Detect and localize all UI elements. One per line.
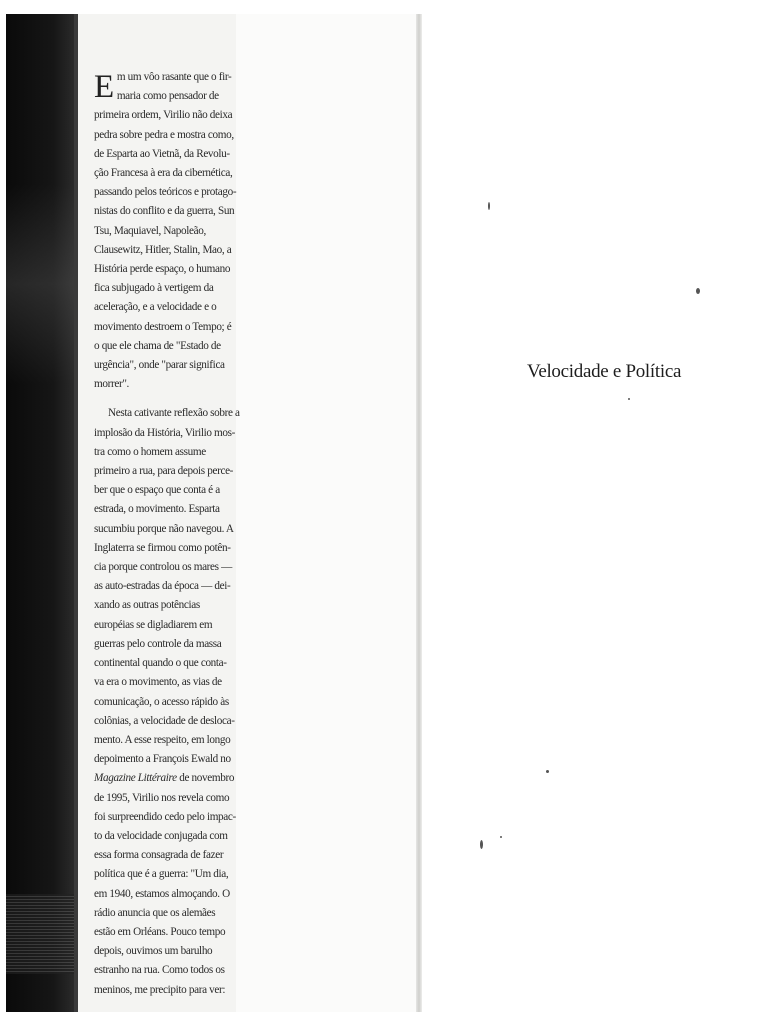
blurb-line: o que ele chama de "Estado de: [94, 339, 221, 352]
blurb-line: cia porque controlou os mares —: [94, 561, 232, 574]
blurb-line: pedra sobre pedra e mostra como,: [94, 128, 234, 141]
title-page: [422, 0, 768, 1024]
blurb-line: ção Francesa à era da cibernética,: [94, 167, 233, 180]
scan-speck: [488, 202, 490, 210]
blurb-paragraph-1: [94, 68, 236, 394]
blurb-line: xando as outras potências: [94, 599, 200, 612]
blurb-line: primeira ordem, Virilio não deixa: [94, 109, 233, 122]
blurb-line: Magazine Littéraire de novembro: [94, 772, 235, 785]
scan-speck: [696, 288, 700, 294]
blurb-line: estão em Orléans. Pouco tempo: [94, 925, 226, 938]
blurb-line: colônias, a velocidade de desloca-: [94, 714, 235, 727]
blurb-line: nistas do conflito e da guerra, Sun: [94, 205, 235, 218]
blurb-line: to da velocidade conjugada com: [94, 829, 228, 842]
blurb-line: política que é a guerra: "Um dia,: [94, 868, 229, 881]
blurb-line: continental quando o que conta-: [94, 657, 227, 670]
blurb-line: m um vôo rasante que o fir-: [116, 71, 232, 83]
flap-blurb: [94, 68, 240, 1000]
blurb-line: Nesta cativante reflexão sobre a: [108, 407, 240, 420]
blurb-line: morrer".: [94, 378, 130, 391]
blurb-line: estranho na rua. Como todos os: [94, 964, 225, 977]
blurb-line: foi surpreendido cedo pelo impac-: [94, 810, 236, 823]
scan-speck: [480, 840, 483, 849]
blurb-line: fica subjugado à vertigem da: [94, 282, 214, 295]
scanner-dark-edge: [6, 14, 74, 1012]
blurb-line: essa forma consagrada de fazer: [94, 849, 224, 862]
blurb-line: de Esparta ao Vietnã, da Revolu-: [94, 147, 230, 160]
blurb-line: tra como o homem assume: [94, 445, 206, 458]
blurb-line: Clausewitz, Hitler, Stalin, Mao, a: [94, 243, 232, 256]
blurb-line: aceleração, e a velocidade e o: [94, 301, 217, 314]
left-page: [236, 14, 418, 1012]
blurb-line: meninos, me precipito para ver:: [94, 983, 226, 996]
scan-speck: [546, 770, 549, 773]
blurb-line: depoimento a François Ewald no: [94, 753, 231, 766]
blurb-line: va era o movimento, as vias de: [94, 676, 222, 689]
blurb-line: de 1995, Virilio nos revela como: [94, 791, 230, 804]
book-title: Velocidade e Política: [527, 361, 682, 382]
blurb-line: maria como pensador de: [116, 90, 219, 103]
blurb-line: primeiro a rua, para depois perce-: [94, 465, 234, 478]
blurb-line: sucumbiu porque não navegou. A: [94, 522, 234, 535]
blurb-line: guerras pelo controle da massa: [94, 637, 222, 650]
blurb-line: Tsu, Maquiavel, Napoleão,: [94, 224, 206, 237]
scan-speck: [500, 836, 502, 838]
blurb-line: européias se digladiarem em: [94, 618, 213, 631]
blurb-line: mento. A esse respeito, em longo: [94, 733, 231, 746]
blurb-line: ber que o espaço que conta é a: [94, 484, 220, 497]
drop-cap: E: [94, 69, 114, 105]
blurb-line: História perde espaço, o humano: [94, 263, 231, 276]
blurb-line: as auto-estradas da época — dei-: [94, 580, 231, 593]
blurb-line: rádio anuncia que os alemães: [94, 906, 216, 919]
blurb-line: urgência", onde "parar significa: [94, 359, 225, 372]
blurb-line: estrada, o movimento. Esparta: [94, 503, 220, 516]
blurb-paragraph-2: [94, 404, 240, 999]
blurb-line: Inglaterra se firmou como potên-: [94, 541, 231, 554]
blurb-line: depois, ouvimos um barulho: [94, 945, 213, 958]
blurb-line: em 1940, estamos almoçando. O: [94, 887, 230, 900]
blurb-line: movimento destroem o Tempo; é: [94, 320, 232, 333]
blurb-line: passando pelos teóricos e protago-: [94, 186, 237, 199]
blurb-line: implosão da História, Virilio mos-: [94, 426, 236, 439]
scan-speck: [628, 398, 630, 400]
blurb-line: comunicação, o acesso rápido às: [94, 695, 229, 708]
